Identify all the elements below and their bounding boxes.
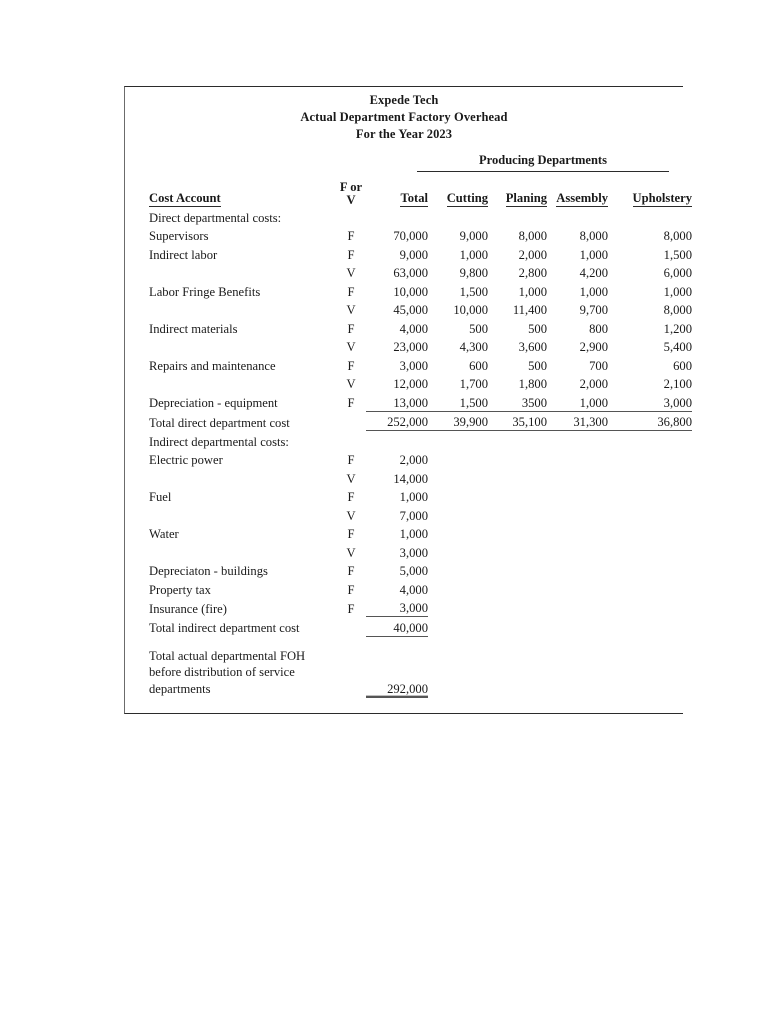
row-assembly: 2,900 xyxy=(579,340,608,354)
producing-departments-label: Producing Departments xyxy=(479,153,607,167)
producing-departments-band xyxy=(125,143,683,173)
grand-total-label: Total actual departmental FOH before distribution of service departments xyxy=(149,648,306,696)
total-direct-assembly: 31,300 xyxy=(547,411,608,431)
row-label: Electric power xyxy=(149,453,223,467)
row-assembly: 4,200 xyxy=(579,266,608,280)
row-label: Labor Fringe Benefits xyxy=(149,284,261,299)
row-upholstery: 3,000 xyxy=(663,395,692,410)
row-upholstery: 1,000 xyxy=(663,284,692,299)
total-direct-cutting: 39,900 xyxy=(428,411,488,431)
row-total: 1,000 xyxy=(399,490,428,504)
row-assembly: 1,000 xyxy=(579,247,608,262)
row-cutting: 9,000 xyxy=(459,229,488,243)
row-label xyxy=(149,542,336,561)
total-direct-row xyxy=(149,411,692,431)
row-upholstery: 600 xyxy=(673,358,692,373)
table-row xyxy=(149,263,692,282)
row-fv: F xyxy=(347,527,355,541)
table-row xyxy=(149,598,692,617)
spacer-row xyxy=(149,636,692,647)
table-row xyxy=(149,374,692,393)
row-fv: V xyxy=(346,471,356,486)
row-assembly: 1,000 xyxy=(579,395,608,410)
table-row xyxy=(149,542,692,561)
row-label xyxy=(149,374,336,393)
row-fv: F xyxy=(347,582,355,597)
table-row xyxy=(149,450,692,469)
row-planing: 8,000 xyxy=(518,229,547,243)
row-fv: V xyxy=(346,545,356,560)
row-fv: F xyxy=(347,564,355,578)
table-row xyxy=(149,487,692,506)
row-planing: 2,000 xyxy=(518,247,547,262)
row-upholstery: 1,500 xyxy=(663,247,692,262)
header-cutting: Cutting xyxy=(446,191,488,205)
total-direct-upholstery: 36,800 xyxy=(608,411,692,431)
direct-costs-heading-row xyxy=(149,207,692,226)
table-row xyxy=(149,355,692,374)
total-direct-label: Total direct department cost xyxy=(149,415,290,430)
row-cutting: 4,300 xyxy=(459,340,488,354)
row-assembly: 700 xyxy=(589,358,608,373)
report-sheet xyxy=(124,86,692,714)
row-label: Fuel xyxy=(149,490,172,504)
row-planing: 3500 xyxy=(521,395,547,410)
row-fv: F xyxy=(347,396,355,410)
row-fv: F xyxy=(347,601,355,616)
row-assembly: 800 xyxy=(589,321,608,336)
total-indirect-total: 40,000 xyxy=(366,617,428,637)
row-planing: 500 xyxy=(528,358,547,373)
row-cutting: 1,500 xyxy=(459,395,488,410)
total-indirect-label: Total indirect department cost xyxy=(149,621,300,635)
row-total: 45,000 xyxy=(393,303,428,317)
row-total: 3,000 xyxy=(366,598,428,617)
grand-total-total: 292,000 xyxy=(366,647,428,698)
table-row xyxy=(149,524,692,543)
row-label xyxy=(149,505,336,524)
grand-total-row xyxy=(149,647,692,698)
row-planing: 3,600 xyxy=(518,340,547,354)
row-label: Supervisors xyxy=(149,229,209,243)
table-row xyxy=(149,244,692,263)
table-row xyxy=(149,337,692,356)
row-planing: 11,400 xyxy=(512,303,547,317)
row-total: 10,000 xyxy=(393,284,428,299)
row-label: Repairs and maintenance xyxy=(149,358,276,373)
table-row xyxy=(149,281,692,300)
row-total: 2,000 xyxy=(399,453,428,467)
table-row xyxy=(149,579,692,598)
row-cutting: 1,000 xyxy=(459,247,488,262)
row-total: 23,000 xyxy=(393,340,428,354)
row-upholstery: 2,100 xyxy=(663,377,692,391)
table-header-row xyxy=(149,173,692,207)
row-planing: 1,800 xyxy=(518,377,547,391)
row-total: 70,000 xyxy=(393,229,428,243)
row-total: 5,000 xyxy=(399,564,428,578)
header-upholstery: Upholstery xyxy=(632,191,692,205)
row-label: Insurance (fire) xyxy=(149,601,227,616)
row-fv: F xyxy=(347,453,355,467)
row-cutting: 600 xyxy=(469,358,488,373)
row-upholstery: 6,000 xyxy=(663,266,692,280)
row-total: 13,000 xyxy=(393,395,428,410)
header-cost-account: Cost Account xyxy=(149,191,221,205)
row-label xyxy=(149,468,336,487)
row-planing: 2,800 xyxy=(518,266,547,280)
row-total: 14,000 xyxy=(393,471,428,486)
table-row xyxy=(149,318,692,337)
table-row xyxy=(149,468,692,487)
table-row xyxy=(149,300,692,319)
row-planing: 500 xyxy=(528,321,547,336)
header-fixed-variable: F or V xyxy=(339,180,363,207)
row-total: 9,000 xyxy=(399,247,428,262)
table-row xyxy=(149,505,692,524)
company-name: Expede Tech xyxy=(369,93,439,107)
direct-costs-heading: Direct departmental costs: xyxy=(149,210,282,225)
row-fv: V xyxy=(346,340,356,354)
row-fv: F xyxy=(347,229,355,243)
producing-departments-rule xyxy=(417,171,669,172)
row-assembly: 9,700 xyxy=(579,303,608,317)
row-label: Depreciaton - buildings xyxy=(149,564,268,578)
row-fv: F xyxy=(347,358,355,373)
row-planing: 1,000 xyxy=(518,284,547,299)
total-indirect-row xyxy=(149,617,692,637)
row-label xyxy=(149,263,336,282)
table-row xyxy=(149,392,692,411)
row-fv: F xyxy=(347,284,355,299)
indirect-costs-heading: Indirect departmental costs: xyxy=(149,434,289,449)
row-fv: V xyxy=(346,508,356,523)
row-cutting: 500 xyxy=(469,321,488,336)
row-fv: V xyxy=(346,303,356,317)
row-label xyxy=(149,337,336,356)
row-fv: V xyxy=(346,377,356,391)
row-total: 4,000 xyxy=(399,321,428,336)
row-upholstery: 8,000 xyxy=(663,229,692,243)
report-period: For the Year 2023 xyxy=(355,127,453,141)
total-direct-planing: 35,100 xyxy=(488,411,547,431)
row-total: 3,000 xyxy=(399,358,428,373)
row-assembly: 8,000 xyxy=(579,229,608,243)
row-label: Property tax xyxy=(149,582,211,597)
row-total: 7,000 xyxy=(399,508,428,523)
row-label: Depreciation - equipment xyxy=(149,396,278,410)
row-fv: F xyxy=(347,321,355,336)
row-fv: V xyxy=(346,266,356,280)
row-label: Indirect labor xyxy=(149,247,218,262)
row-total: 4,000 xyxy=(399,582,428,597)
row-upholstery: 1,200 xyxy=(663,321,692,336)
indirect-costs-heading-row xyxy=(149,431,692,450)
row-cutting: 10,000 xyxy=(453,303,488,317)
row-cutting: 1,500 xyxy=(459,284,488,299)
row-total: 3,000 xyxy=(399,545,428,560)
row-fv: F xyxy=(347,490,355,504)
row-total: 1,000 xyxy=(399,527,428,541)
report-title-block xyxy=(125,87,683,143)
overhead-table xyxy=(149,173,692,698)
table-row xyxy=(149,561,692,580)
row-fv: F xyxy=(347,247,355,262)
total-direct-total: 252,000 xyxy=(366,411,428,431)
row-total: 63,000 xyxy=(393,266,428,280)
header-total: Total xyxy=(400,191,428,205)
row-assembly: 2,000 xyxy=(579,377,608,391)
table-row xyxy=(149,226,692,245)
row-assembly: 1,000 xyxy=(579,284,608,299)
row-label: Water xyxy=(149,527,179,541)
row-upholstery: 8,000 xyxy=(663,303,692,317)
row-upholstery: 5,400 xyxy=(663,340,692,354)
row-label: Indirect materials xyxy=(149,321,238,336)
row-cutting: 1,700 xyxy=(459,377,488,391)
row-label xyxy=(149,300,336,319)
header-assembly: Assembly xyxy=(556,191,608,205)
report-name: Actual Department Factory Overhead xyxy=(300,110,508,124)
row-total: 12,000 xyxy=(393,377,428,391)
header-planing: Planing xyxy=(505,191,547,205)
row-cutting: 9,800 xyxy=(459,266,488,280)
